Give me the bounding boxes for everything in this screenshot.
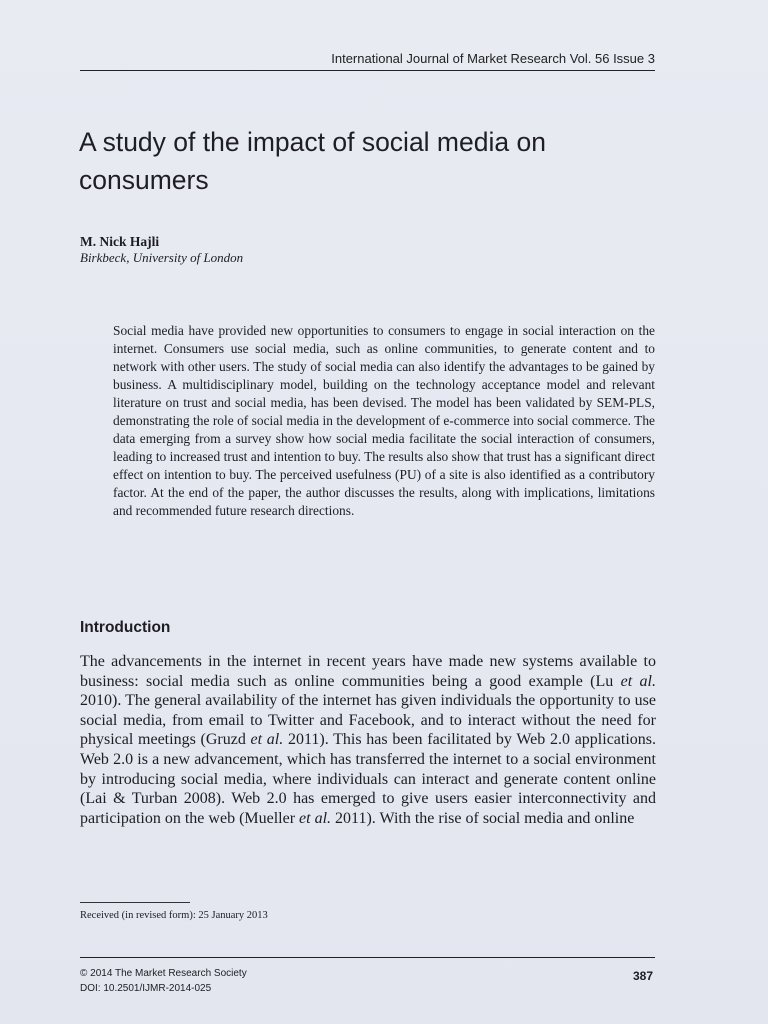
author-affiliation: Birkbeck, University of London [80, 250, 244, 265]
copyright-notice: © 2014 The Market Research Society [80, 968, 247, 979]
footnote-rule [80, 902, 190, 903]
running-head: International Journal of Market Research Vol. 56 Issue 3 [331, 51, 655, 66]
intro-text-2: 2010). The general availability of the internet has given individuals the opportunity to use social media, from email to Twitter and Facebook, and to interact without the need for physical meetings (Gruzd [80, 692, 656, 749]
received-date-footnote: Received (in revised form): 25 January 2013 [80, 910, 268, 921]
intro-citation-etal-3: et al. [299, 809, 332, 827]
footer-rule [80, 957, 655, 958]
page-number: 387 [632, 969, 653, 983]
doi: DOI: 10.2501/IJMR-2014-025 [80, 983, 212, 994]
introduction-paragraph [80, 652, 656, 828]
intro-text-3: 2011). This has been facilitated by Web 2.0 applications. Web 2.0 is a new advancement, which has transferred the internet to a social environment by introducing social media, where individuals can interact and generate content online (Lai & Turban 2008). Web 2.0 has emerged to give users easier interconnectivity and participation on the web (Mueller [80, 731, 657, 827]
header-rule [80, 70, 655, 71]
article-title: A study of the impact of social media on consumers [79, 127, 546, 195]
intro-text-1: The advancements in the internet in recent years have made new systems available to business: social media such as online communities being a good example (Lu [80, 653, 656, 690]
intro-citation-etal-1: et al. [620, 672, 656, 690]
intro-citation-etal-2: et al. [250, 731, 284, 749]
section-heading-introduction: Introduction [80, 619, 171, 636]
intro-text-4: 2011). With the rise of social media and online [331, 809, 635, 827]
abstract: Social media have provided new opportunities to consumers to engage in social interaction on the internet. Consumers use social media, such as online communities, to generate content and to network with other users. The study of social media can also identify the advantages to be gained by business. A multidisciplinary model, building on the technology acceptance model and relevant literature on trust and social media, has been devised. The model has been validated by SEM-PLS, demonstrating the role of social media in the development of e-commerce into social commerce. The data emerging from a survey show how social media facilitate the social interaction of consumers, leading to increased trust and intention to buy. The results also show that trust has a significant direct effect on intention to buy. The perceived usefulness (PU) of a site is also identified as a contributory factor. At the end of the paper, the author discusses the results, along with implications, limitations and recommended future research directions. [113, 323, 655, 518]
author-name: M. Nick Hajli [80, 234, 160, 249]
